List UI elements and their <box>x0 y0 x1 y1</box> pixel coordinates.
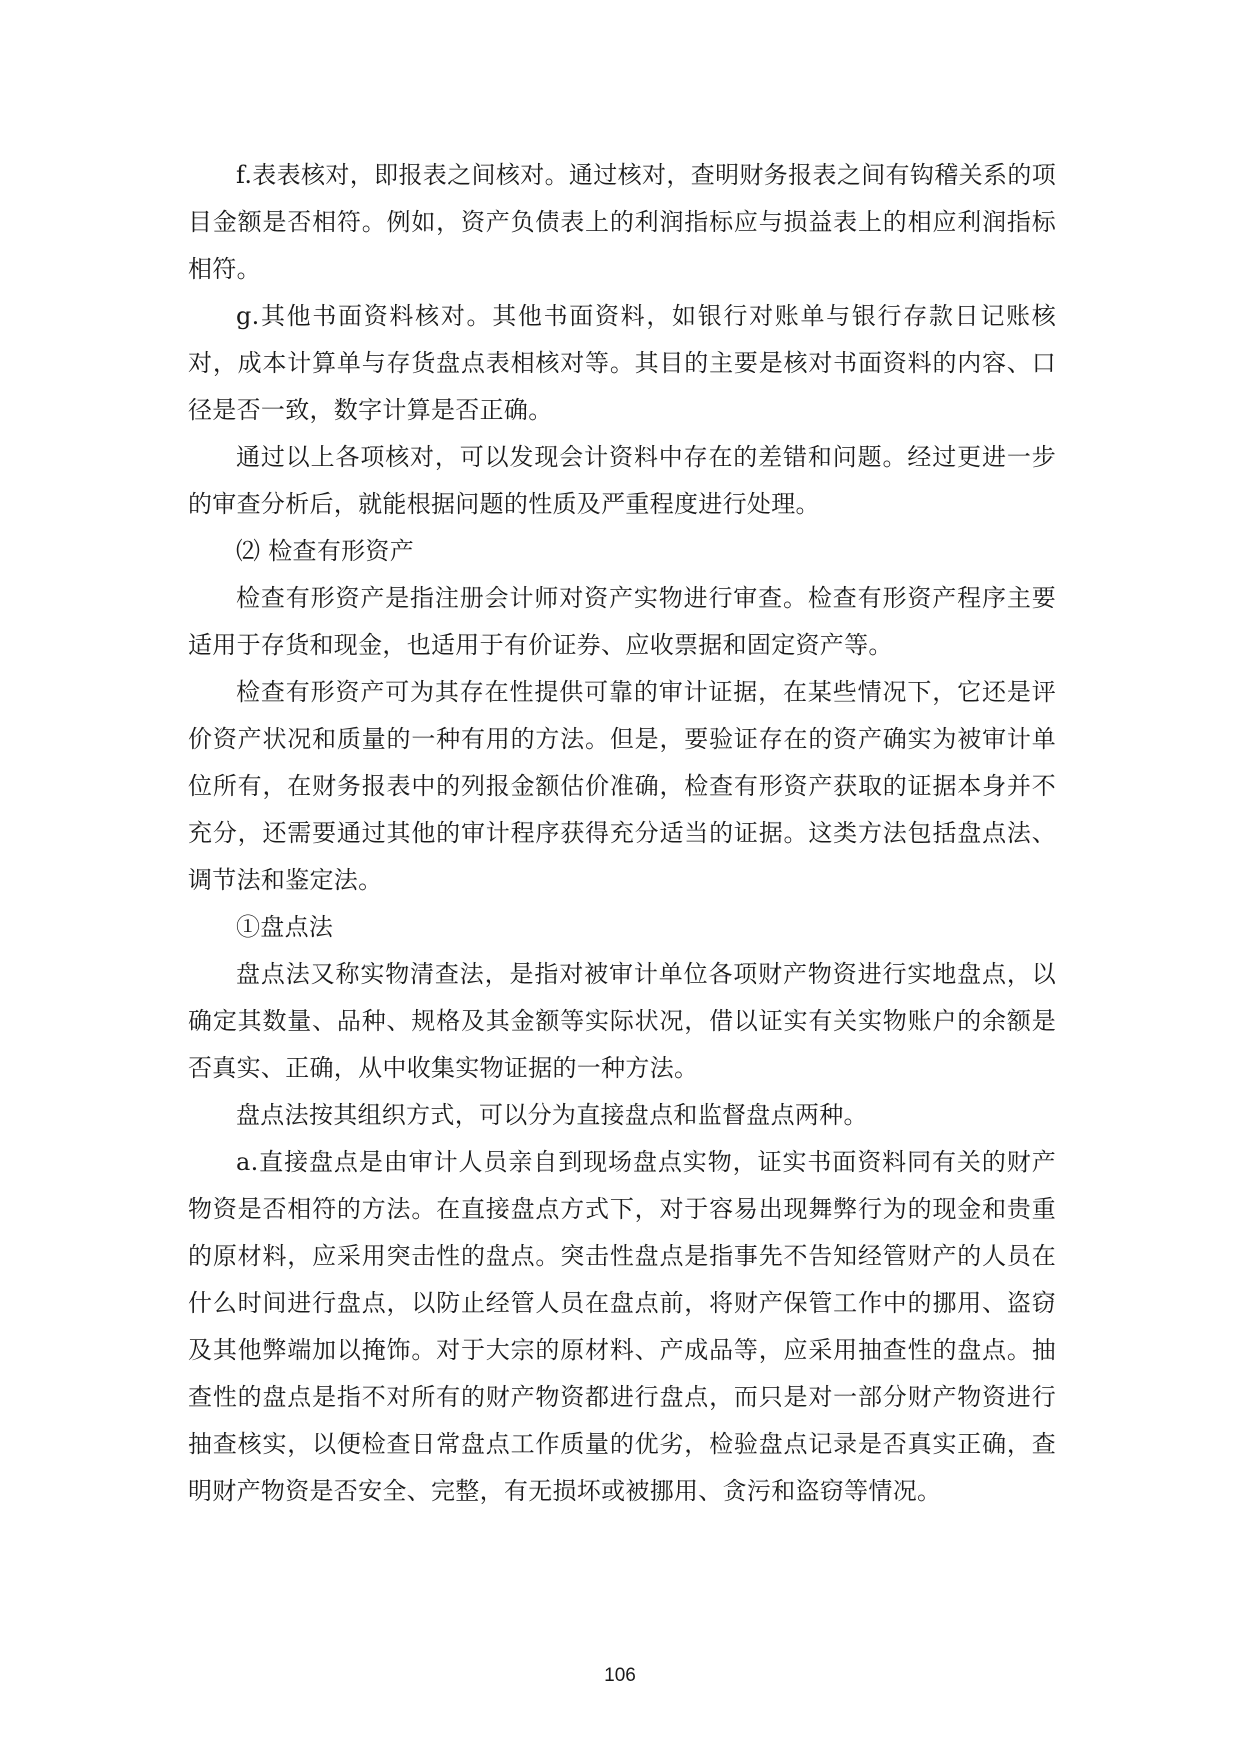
document-body <box>188 152 1056 1515</box>
paragraph-g-other-documents: g.其他书面资料核对。其他书面资料，如银行对账单与银行存款日记账核对，成本计算单与存货盘点表相核对等。其目的主要是核对书面资料的内容、口径是否一致，数字计算是否正确。 <box>188 302 1056 424</box>
paragraph-f-table-check: f.表表核对，即报表之间核对。通过核对，查明财务报表之间有钩稽关系的项目金额是否相符。例如，资产负债表上的利润指标应与损益表上的相应利润指标相符。 <box>188 161 1056 283</box>
paragraph-inventory-types: 盘点法按其组织方式，可以分为直接盘点和监督盘点两种。 <box>236 1101 868 1129</box>
paragraph-tangible-evidence: 检查有形资产可为其存在性提供可靠的审计证据，在某些情况下，它还是评价资产状况和质量的一种有用的方法。但是，要验证存在的资产确实为被审计单位所有，在财务报表中的列报金额估价准确，检查有形资产获取的证据本身并不充分，还需要通过其他的审计程序获得充分适当的证据。这类方法包括盘点法、调节法和鉴定法。 <box>188 678 1056 894</box>
page-number: 106 <box>604 1665 636 1686</box>
paragraph-direct-count: a.直接盘点是由审计人员亲自到现场盘点实物，证实书面资料同有关的财产物资是否相符的方法。在直接盘点方式下，对于容易出现舞弊行为的现金和贵重的原材料，应采用突击性的盘点。突击性盘点是指事先不告知经管财产的人员在什么时间进行盘点，以防止经管人员在盘点前，将财产保管工作中的挪用、盗窃及其他弊端加以掩饰。对于大宗的原材料、产成品等，应采用抽查性的盘点。抽查性的盘点是指不对所有的财产物资都进行盘点，而只是对一部分财产物资进行抽查核实，以便检查日常盘点工作质量的优劣，检验盘点记录是否真实正确，查明财产物资是否安全、完整，有无损坏或被挪用、贪污和盗窃等情况。 <box>188 1148 1056 1505</box>
paragraph-summary: 通过以上各项核对，可以发现会计资料中存在的差错和问题。经过更进一步的审查分析后，就能根据问题的性质及严重程度进行处理。 <box>188 443 1056 518</box>
paragraph-tangible-definition: 检查有形资产是指注册会计师对资产实物进行审查。检查有形资产程序主要适用于存货和现金，也适用于有价证券、应收票据和固定资产等。 <box>188 584 1056 659</box>
subheading-inventory-count: ①盘点法 <box>236 913 334 941</box>
section-heading-tangible-assets: ⑵ 检查有形资产 <box>236 537 415 565</box>
paragraph-inventory-definition: 盘点法又称实物清查法，是指对被审计单位各项财产物资进行实地盘点，以确定其数量、品种、规格及其金额等实际状况，借以证实有关实物账户的余额是否真实、正确，从中收集实物证据的一种方法。 <box>188 960 1056 1082</box>
